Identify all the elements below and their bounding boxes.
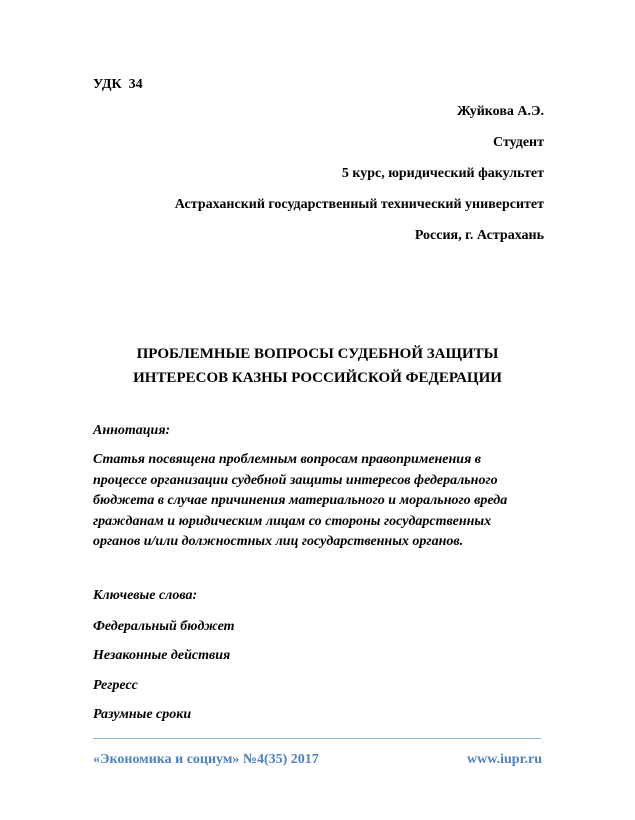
author-course: 5 курс, юридический факультет xyxy=(341,166,544,181)
keywords-list xyxy=(93,618,235,735)
author-university: Астраханский государственный технический университет xyxy=(174,197,544,212)
footer-journal: «Экономика и социум» №4(35) 2017 xyxy=(93,752,319,767)
footer-site-link[interactable]: www.iupr.ru xyxy=(467,752,542,767)
author-position: Студент xyxy=(493,135,544,150)
annotation-text: Статья посвящена проблемным вопросам правоприменения в процессе организации судебной защиты интересов федерального бюджета в случае причинения материального и морального вреда гражданам и юридическим лицам со стороны государственных органов и/или должностных лиц государственных органов. xyxy=(93,452,508,549)
keywords-label: Ключевые слова: xyxy=(93,588,198,603)
footer-divider xyxy=(93,738,541,739)
article-title-line-1: ПРОБЛЕМНЫЕ ВОПРОСЫ СУДЕБНОЙ ЗАЩИТЫ xyxy=(136,346,499,362)
annotation-label: Аннотация: xyxy=(93,423,171,438)
author-location: Россия, г. Астрахань xyxy=(414,228,544,243)
keyword-item: Регресс xyxy=(93,677,138,693)
article-title xyxy=(0,342,635,390)
keyword-item: Федеральный бюджет xyxy=(93,619,235,634)
keyword-item: Разумные сроки xyxy=(93,706,192,722)
udk-code: УДК 34 xyxy=(93,77,143,92)
author-name: Жуйкова А.Э. xyxy=(456,104,544,119)
keyword-item: Незаконные действия xyxy=(93,648,231,664)
author-block xyxy=(175,103,544,258)
article-title-line-2: ИНТЕРЕСОВ КАЗНЫ РОССИЙСКОЙ ФЕДЕРАЦИИ xyxy=(133,370,502,386)
